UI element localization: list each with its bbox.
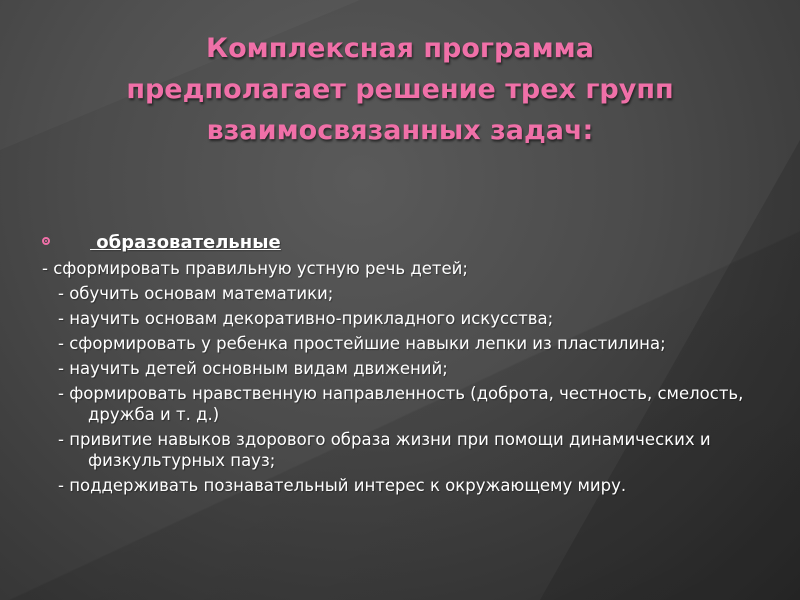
section-heading: образовательные <box>90 232 281 253</box>
list-item: - формировать нравственную направленность (доброта, честность, смелость, дружба и т. д.) <box>58 384 744 424</box>
slide-title <box>60 28 740 151</box>
title-line: Комплексная программа <box>206 33 594 64</box>
ring-bullet-icon <box>42 237 50 245</box>
slide-content <box>42 232 762 500</box>
list-item: - поддерживать познавательный интерес к окружающему миру. <box>58 476 627 495</box>
title-line: предполагает решение трех групп <box>126 74 674 105</box>
list-item: - сформировать правильную устную речь детей; <box>42 259 468 278</box>
list-item: - обучить основам математики; <box>58 284 334 303</box>
bullet-heading-row <box>42 232 762 258</box>
list-item: - научить основам декоративно-прикладного искусства; <box>58 309 554 328</box>
list-item: - сформировать у ребенка простейшие навыки лепки из пластилина; <box>58 334 666 353</box>
title-line: взаимосвязанных задач: <box>206 115 594 146</box>
list-item: - привитие навыков здорового образа жизни при помощи динамических и физкультурных пауз; <box>58 430 711 470</box>
list-item: - научить детей основным видам движений; <box>58 359 448 378</box>
